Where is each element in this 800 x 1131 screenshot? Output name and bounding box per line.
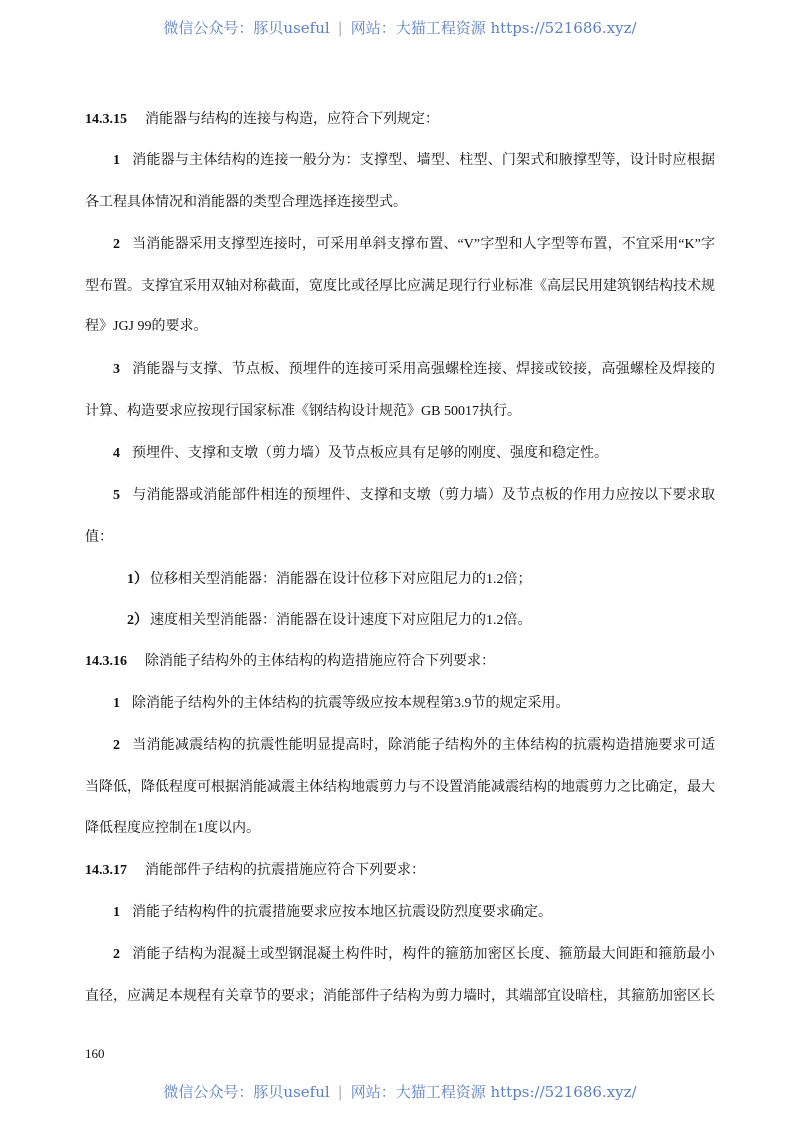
watermark-site: 网站：大猫工程资源 https://521686.xyz/: [350, 1083, 637, 1101]
watermark-separator: |: [337, 1083, 343, 1101]
list-item: 2 消能子结构为混凝土或型钢混凝土构件时，构件的箍筋加密区长度、箍筋最大间距和箍筋最小: [113, 947, 715, 962]
sub-item: 2） 速度相关型消能器：消能器在设计速度下对应阻尼力的1.2倍。: [127, 613, 532, 628]
text-line: 直径，应满足本规程有关章节的要求；消能部件子结构为剪力墙时，其端部宜设暗柱，其箍筋加密区长: [85, 989, 715, 1004]
text-line: 各工程具体情况和消能器的类型合理选择连接型式。: [85, 195, 407, 210]
clause-heading: 14.3.15 消能器与结构的连接与构造，应符合下列规定：: [85, 112, 439, 127]
watermark-separator: |: [337, 19, 343, 37]
text-line: 程》JGJ 99的要求。: [85, 319, 208, 334]
text-line: 值：: [85, 530, 113, 545]
list-item: 1 消能子结构构件的抗震措施要求应按本地区抗震设防烈度要求确定。: [113, 905, 552, 920]
list-item: 2 当消能器采用支撑型连接时，可采用单斜支撑布置、“V”字型和人字型等布置，不宜采用“K”字: [113, 237, 715, 252]
page-number: 160: [85, 1046, 105, 1061]
text-line: 型布置。支撑宜采用双轴对称截面，宽度比或径厚比应满足现行行业标准《高层民用建筑钢结构技术规: [85, 279, 715, 294]
sub-item: 1） 位移相关型消能器：消能器在设计位移下对应阻尼力的1.2倍；: [127, 572, 532, 587]
list-item: 1 消能器与主体结构的连接一般分为：支撑型、墙型、柱型、门架式和腋撑型等，设计时应根据: [113, 153, 715, 168]
watermark-footer: [0, 1081, 800, 1102]
text-line: 当降低，降低程度可根据消能减震主体结构地震剪力与不设置消能减震结构的地震剪力之比确定，最大: [85, 780, 715, 795]
list-item: 2 当消能减震结构的抗震性能明显提高时，除消能子结构外的主体结构的抗震构造措施要求可适: [113, 738, 715, 753]
text-line: 降低程度应控制在1度以内。: [85, 821, 260, 836]
clause-heading: 14.3.17 消能部件子结构的抗震措施应符合下列要求：: [85, 863, 425, 878]
clause-heading: 14.3.16 除消能子结构外的主体结构的构造措施应符合下列要求：: [85, 654, 495, 669]
watermark-wechat: 微信公众号：豚贝useful: [163, 19, 330, 37]
list-item: 3 消能器与支撑、节点板、预埋件的连接可采用高强螺栓连接、焊接或铰接，高强螺栓及焊接的: [113, 362, 715, 377]
watermark-site: 网站：大猫工程资源 https://521686.xyz/: [350, 19, 637, 37]
text-line: 计算、构造要求应按现行国家标准《钢结构设计规范》GB 50017执行。: [85, 404, 521, 419]
list-item: 5 与消能器或消能部件相连的预埋件、支撑和支墩（剪力墙）及节点板的作用力应按以下要求取: [113, 488, 715, 503]
list-item: 1 除消能子结构外的主体结构的抗震等级应按本规程第3.9节的规定采用。: [113, 696, 570, 711]
watermark-header: [0, 17, 800, 38]
list-item: 4 预埋件、支撑和支墩（剪力墙）及节点板应具有足够的刚度、强度和稳定性。: [113, 446, 608, 461]
watermark-wechat: 微信公众号：豚贝useful: [163, 1083, 330, 1101]
